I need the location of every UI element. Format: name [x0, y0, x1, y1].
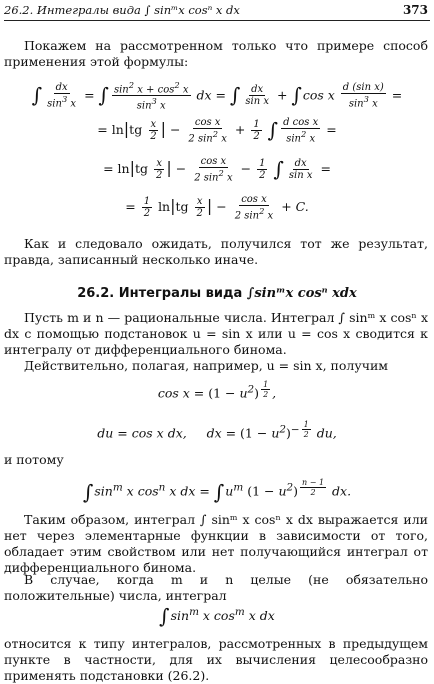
paragraph-4: Таким образом, интеграл ∫ sinᵐ x cosⁿ x dx выражается или нет через элементарные функции в зависимости от того, обладает этим свойством или нет получающийся интеграл от дифференциального бинома.	[4, 512, 428, 575]
running-head: 26.2. Интегралы вида ∫ sinᵐx cosⁿ x dx	[4, 3, 240, 17]
equation-cos: $\cos x = (1 - u^2)$ $^{\frac{1}{2}}$ ,	[157, 380, 277, 401]
equation-line-1: ∫ $\frac{dx}{\sin^3 x}$ = ∫ $\frac{\sin^2 x + \cos^2 x}{\sin^3 x}$ dx = ∫ $\frac{dx}{\text{sin x}}$ + ∫cos x $\frac{\text{d (sin x)}}{\sin^3 x}$ =	[31, 80, 403, 112]
section-title: Интегралы вида	[118, 286, 243, 301]
intro-paragraph: Покажем на рассмотренном только что примере способ применения этой формулы:	[4, 38, 428, 69]
equation-integral: $\int\sin^m$ x $\cos^m x$ dx	[159, 604, 275, 628]
paragraph-5: В случае, когда m и n целые (не обязательно положительные) числа, интеграл	[4, 572, 428, 603]
section-formula: ∫sinᵐx cosⁿ xdx	[246, 286, 357, 301]
conclusion-paragraph: Как и следовало ожидать, получился тот же результат, правда, записанный несколько иначе.	[4, 236, 428, 267]
equation-binomial: $\int\sin^m$ x $\cos^n x$ dx = $\int u^m$ $(1 - u^2)$ $^{\frac{n - 1}{2}}$ dx.	[82, 478, 352, 504]
page-number: 373	[402, 3, 428, 17]
header-rule	[4, 20, 430, 21]
equation-du: du = cos x dx, dx = $(1 - u^2)^{- \frac{1}{2}}$ du,	[97, 420, 337, 441]
paragraph-3: и потому	[4, 452, 64, 467]
paragraph-1: Пусть m и n — рациональные числа. Интеграл ∫ sinᵐ x cosⁿ x dx с помощью подстановок u = sin x или u = cos x сводится к интегралу от дифференциального бинома.	[4, 310, 428, 357]
equation-line-4: = $\frac{1}{2}$ ln|tg $\frac{x}{2}$ | − $\frac{\text{cos x}}{2 \sin^2 x}$ + C.	[125, 194, 309, 222]
paragraph-6: относится к типу интегралов, рассмотренных в предыдущем пункте в частности, для их вычисления целесообразно применять подстановки (26.2).	[4, 636, 428, 683]
equation-line-2: = ln|tg $\frac{x}{2}$ | − $\frac{\text{cos x}}{2 \sin^2 x}$ + $\frac{1}{2}$ ∫ $\frac{\text{d cos x}}{\sin^2 x}$ =	[97, 117, 337, 145]
section-number: 26.2.	[77, 286, 115, 301]
section-heading	[0, 286, 434, 301]
equation-line-3: = ln|tg $\frac{x}{2}$ | − $\frac{\text{cos x}}{2 \sin^2 x}$ − $\frac{1}{2}$ ∫ $\frac{dx}{\text{sin x}}$ =	[103, 156, 331, 184]
paragraph-2: Действительно, полагая, например, u = sin x, получим	[24, 358, 389, 373]
